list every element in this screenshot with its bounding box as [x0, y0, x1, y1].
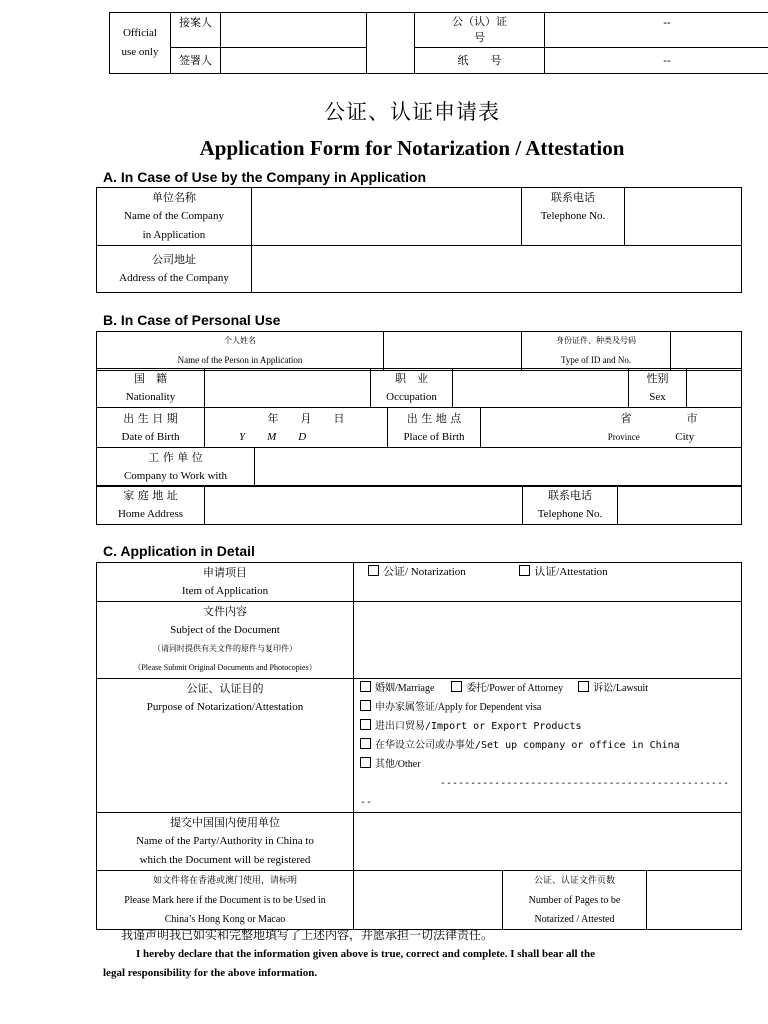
hk-macao-field[interactable] [354, 871, 503, 930]
nationality-row [96, 368, 742, 408]
cert-number-field[interactable]: -- [545, 13, 768, 48]
item-options [354, 563, 742, 602]
power-of-attorney-label: 委托/Power of Attorney [466, 683, 564, 694]
company-phone-label: 联系电话 Telephone No. [522, 188, 625, 246]
dependent-visa-checkbox[interactable] [360, 700, 371, 711]
occupation-label: 职 业 Occupation [371, 369, 453, 408]
set-up-company-checkbox[interactable] [360, 738, 371, 749]
import-export-checkbox[interactable] [360, 719, 371, 730]
item-label: 申请项目 Item of Application [97, 563, 354, 602]
pages-field[interactable] [647, 871, 741, 929]
official-use-label: Official use only [110, 13, 171, 74]
other-dash-line-end: -- [360, 797, 373, 808]
marriage-label: 婚姻/Marriage [375, 683, 435, 694]
set-up-company-label: 在华设立公司或办事处/Set up company or office in China [375, 740, 680, 751]
other-label: 其他/Other [375, 759, 421, 770]
power-of-attorney-checkbox[interactable] [451, 681, 462, 692]
notarization-checkbox[interactable] [368, 565, 379, 576]
work-label: 工 作 单 位 Company to Work with [97, 448, 255, 487]
pob-field[interactable]: 省 市 Province City [481, 408, 742, 448]
city-label: City [675, 430, 695, 443]
home-row [96, 485, 742, 525]
blank-cell [367, 13, 415, 74]
official-use-table [109, 12, 768, 74]
cert-number-label: 公（认）证 号 [415, 13, 545, 48]
receiver-label: 接案人 [171, 13, 221, 48]
nationality-label: 国 籍 Nationality [97, 369, 205, 408]
notarization-label: 公证/ Notarization [383, 566, 466, 578]
work-row [96, 447, 742, 487]
section-b-heading: B. In Case of Personal Use [103, 312, 281, 328]
company-name-field[interactable] [252, 188, 522, 246]
detail-table [96, 562, 742, 930]
lawsuit-checkbox[interactable] [578, 681, 589, 692]
document-label: 文件内容 Subject of the Document （请同时提供有关文件的原件与复印件） （Please Submit Original Documents and Photocopies） [97, 602, 354, 679]
other-dash-line: ------------------------------------------------ [440, 778, 729, 789]
nationality-field[interactable] [205, 369, 371, 408]
company-table [96, 187, 742, 293]
dob-label: 出 生 日 期 Date of Birth [97, 408, 205, 448]
signer-field[interactable] [221, 48, 367, 74]
company-phone-field[interactable] [625, 188, 742, 246]
other-checkbox[interactable] [360, 757, 371, 768]
pages-label: 公证、认证文件页数 Number of Pages to be Notarized / Attested [503, 871, 647, 929]
company-address-label: 公司地址 Address of the Company [97, 246, 252, 293]
work-field[interactable] [255, 448, 742, 487]
party-label: 提交中国国内使用单位 Name of the Party/Authority in China to which the Document will be registered [97, 813, 354, 871]
pages-cell [503, 871, 742, 930]
paper-number-field[interactable]: -- [545, 48, 768, 74]
occupation-field[interactable] [453, 369, 629, 408]
signer-label: 签署人 [171, 48, 221, 74]
title-en: Application Form for Notarization / Attestation [199, 136, 625, 160]
section-a-heading: A. In Case of Use by the Company in Application [103, 169, 427, 185]
attestation-label: 认证/Attestation [534, 566, 608, 578]
pob-label: 出 生 地 点 Place of Birth [388, 408, 481, 448]
receiver-field[interactable] [221, 13, 367, 48]
paper-number-label: 纸 号 [415, 48, 545, 74]
person-name-field[interactable] [384, 332, 522, 371]
company-address-field[interactable] [252, 246, 742, 293]
id-type-field[interactable] [671, 332, 742, 371]
dob-field[interactable]: 年 月 日 Y M D [205, 408, 388, 448]
id-type-label: 身份证件、种类及号码 Type of ID and No. [522, 332, 671, 371]
company-name-label: 单位名称 Name of the Company in Application [97, 188, 252, 246]
sex-field[interactable] [687, 369, 742, 408]
home-label: 家 庭 地 址 Home Address [97, 486, 205, 525]
person-name-label: 个人姓名 Name of the Person in Application [97, 332, 384, 371]
party-field[interactable] [354, 813, 742, 871]
personal-table [96, 331, 742, 371]
personal-phone-label: 联系电话 Telephone No. [523, 486, 618, 525]
home-field[interactable] [205, 486, 523, 525]
province-label: Province [607, 431, 640, 442]
personal-phone-field[interactable] [618, 486, 742, 525]
declaration-cn: 我谨声明我已如实和完整地填写了上述内容，并愿承担一切法律责任。 [121, 928, 494, 942]
purpose-options [354, 679, 742, 813]
hk-macao-label: 如文件将在香港或澳门使用，请标明 Please Mark here if the Document is to be Used in China’s Hong Kong or Macao [97, 871, 354, 930]
marriage-checkbox[interactable] [360, 681, 371, 692]
title-cn: 公证、认证申请表 [324, 100, 500, 124]
sex-label: 性别 Sex [629, 369, 687, 408]
attestation-checkbox[interactable] [519, 565, 530, 576]
document-field[interactable] [354, 602, 742, 679]
import-export-label: 进出口贸易/Import or Export Products [375, 721, 582, 732]
birth-row [96, 407, 742, 448]
section-c-heading: C. Application in Detail [103, 543, 255, 559]
lawsuit-label: 诉讼/Lawsuit [593, 683, 649, 694]
declaration-en: I hereby declare that the information given above is true, correct and complete. I shall bear all the legal responsibility for the above information. [103, 948, 595, 979]
purpose-label: 公证、认证目的 Purpose of Notarization/Attestation [97, 679, 354, 813]
dependent-visa-label: 申办家属签证/Apply for Dependent visa [375, 702, 542, 713]
